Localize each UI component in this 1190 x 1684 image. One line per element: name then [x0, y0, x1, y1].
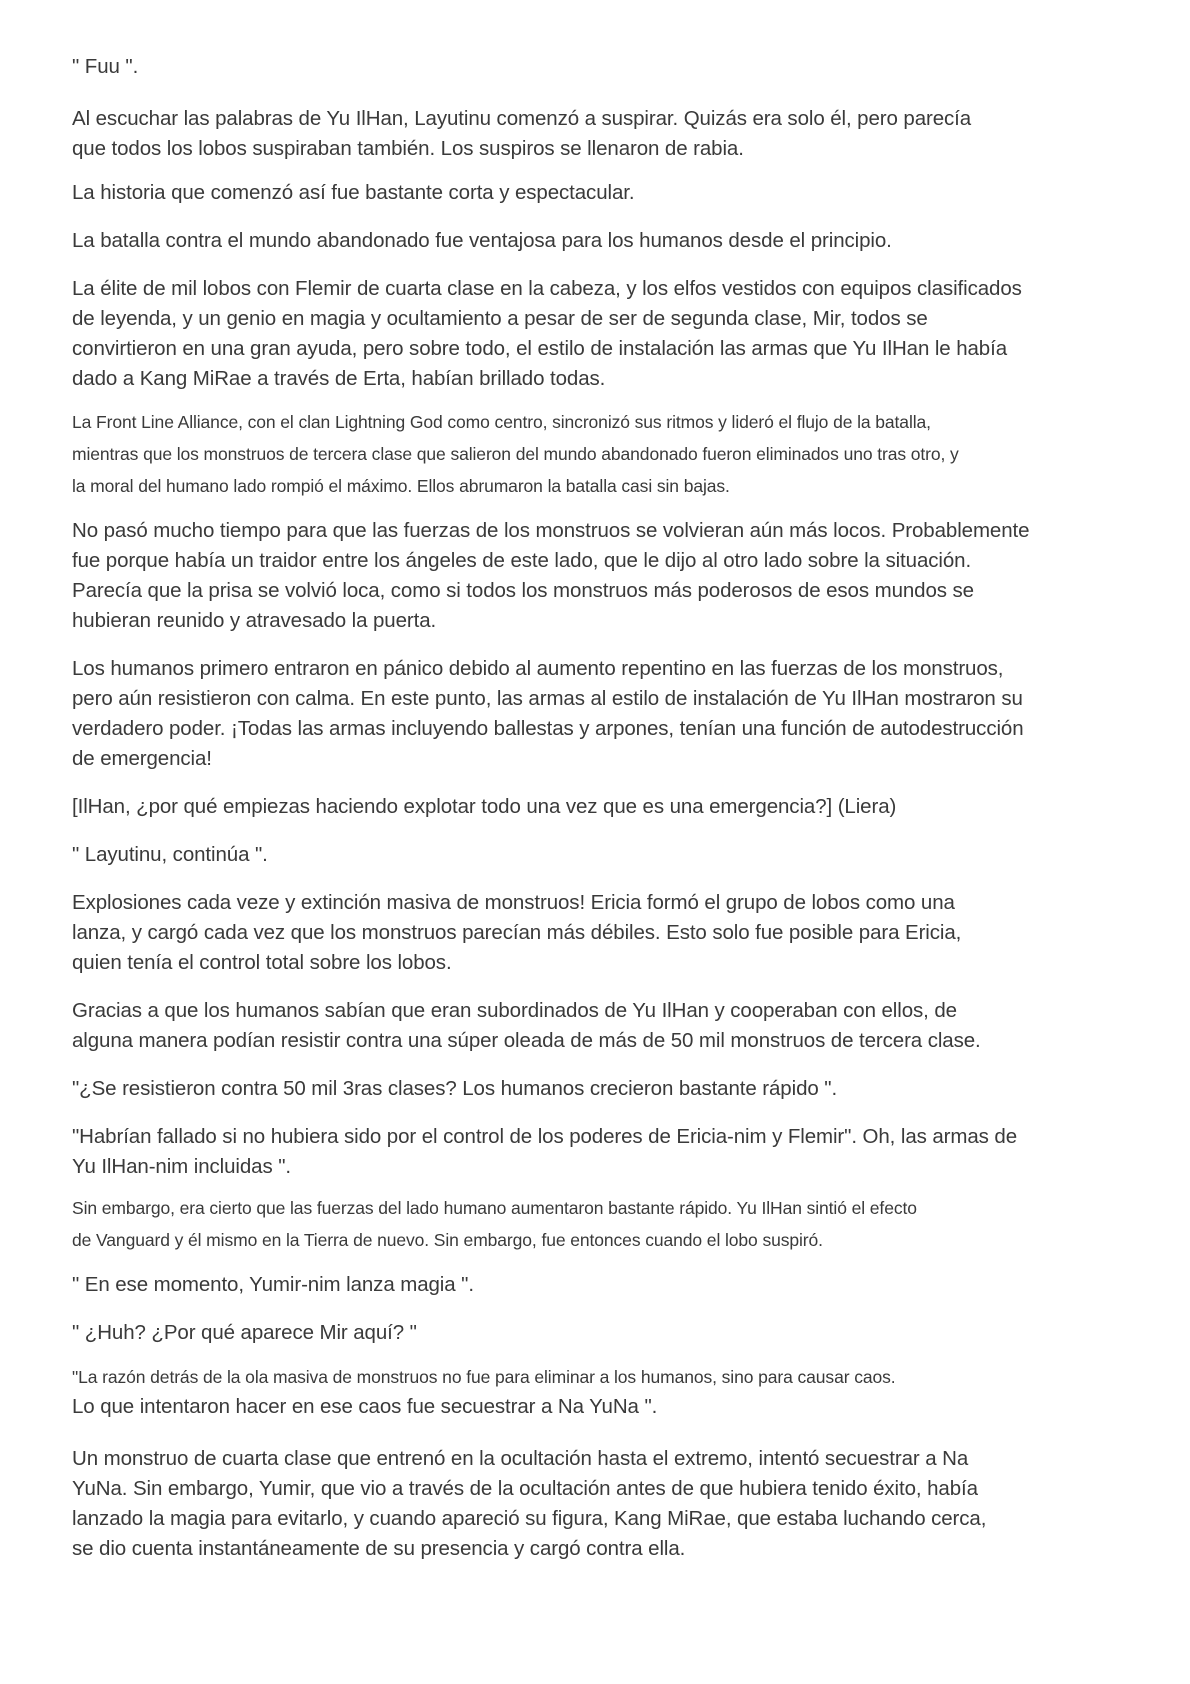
text-line: "La razón detrás de la ola masiva de monstruos no fue para eliminar a los humanos, sino para causar caos. [72, 1367, 896, 1387]
paragraph [72, 1270, 1132, 1300]
text-line: Lo que intentaron hacer en ese caos fue secuestrar a Na YuNa ". [72, 1395, 658, 1418]
text-line: Al escuchar las palabras de Yu IlHan, Layutinu comenzó a suspirar. Quizás era solo él, pero parecía [72, 107, 972, 130]
paragraph [72, 104, 1132, 164]
paragraph [72, 1362, 1132, 1422]
text-line: mientras que los monstruos de tercera clase que salieron del mundo abandonado fueron eliminados uno tras otro, y [72, 444, 959, 464]
text-line: "¿Se resistieron contra 50 mil 3ras clases? Los humanos crecieron bastante rápido ". [72, 1077, 838, 1100]
text-line: se dio cuenta instantáneamente de su presencia y cargó contra ella. [72, 1537, 686, 1560]
text-line: Parecía que la prisa se volvió loca, como si todos los monstruos más poderosos de esos mundos se [72, 579, 974, 602]
text-line: pero aún resistieron con calma. En este punto, las armas al estilo de instalación de Yu IlHan mostraron su [72, 687, 1023, 710]
text-line: " ¿Huh? ¿Por qué aparece Mir aquí? " [72, 1321, 417, 1344]
text-line: Sin embargo, era cierto que las fuerzas del lado humano aumentaron bastante rápido. Yu IlHan sintió el efecto [72, 1198, 917, 1218]
paragraph [72, 52, 1132, 82]
paragraph [72, 1444, 1132, 1564]
paragraph [72, 1074, 1132, 1104]
text-line: " Fuu ". [72, 55, 139, 78]
text-line: alguna manera podían resistir contra una súper oleada de más de 50 mil monstruos de tercera clase. [72, 1029, 981, 1052]
text-line: convirtieron en una gran ayuda, pero sobre todo, el estilo de instalación las armas que Yu IlHan le había [72, 337, 1008, 360]
paragraph [72, 226, 1132, 256]
text-line: [IlHan, ¿por qué empiezas haciendo explotar todo una vez que es una emergencia?] (Liera) [72, 795, 897, 818]
paragraph [72, 274, 1132, 394]
paragraph [72, 840, 1132, 870]
paragraph [72, 516, 1132, 636]
text-line: Yu IlHan-nim incluidas ". [72, 1155, 291, 1178]
paragraph [72, 792, 1132, 822]
text-line: " En ese momento, Yumir-nim lanza magia ". [72, 1273, 474, 1296]
text-line: hubieran reunido y atravesado la puerta. [72, 609, 437, 632]
text-line: Un monstruo de cuarta clase que entrenó en la ocultación hasta el extremo, intentó secuestrar a Na [72, 1447, 969, 1470]
text-line: La élite de mil lobos con Flemir de cuarta clase en la cabeza, y los elfos vestidos con equipos clasificados [72, 277, 1022, 300]
paragraph [72, 654, 1132, 774]
paragraph [72, 1122, 1132, 1182]
paragraph [72, 888, 1132, 978]
text-line: la moral del humano lado rompió el máximo. Ellos abrumaron la batalla casi sin bajas. [72, 476, 730, 496]
text-line: "Habrían fallado si no hubiera sido por el control de los poderes de Ericia-nim y Flemir". Oh, las armas de [72, 1125, 1018, 1148]
text-line: lanza, y cargó cada vez que los monstruos parecían más débiles. Esto solo fue posible para Ericia, [72, 921, 962, 944]
paragraph [72, 178, 1132, 208]
text-line: dado a Kang MiRae a través de Erta, habían brillado todas. [72, 367, 606, 390]
text-line: Explosiones cada veze y extinción masiva de monstruos! Ericia formó el grupo de lobos como una [72, 891, 955, 914]
text-line: de leyenda, y un genio en magia y ocultamiento a pesar de ser de segunda clase, Mir, todos se [72, 307, 928, 330]
text-line: fue porque había un traidor entre los ángeles de este lado, que le dijo al otro lado sobre la situación. [72, 549, 972, 572]
text-line: No pasó mucho tiempo para que las fuerzas de los monstruos se volvieran aún más locos. Probablemente [72, 519, 1030, 542]
text-line: quien tenía el control total sobre los lobos. [72, 951, 452, 974]
paragraph [72, 1318, 1132, 1348]
text-line: La Front Line Alliance, con el clan Lightning God como centro, sincronizó sus ritmos y lideró el flujo de la batalla, [72, 412, 931, 432]
text-line: lanzado la magia para evitarlo, y cuando apareció su figura, Kang MiRae, que estaba luchando cerca, [72, 1507, 987, 1530]
text-line: YuNa. Sin embargo, Yumir, que vio a través de la ocultación antes de que hubiera tenido éxito, había [72, 1477, 978, 1500]
text-line: verdadero poder. ¡Todas las armas incluyendo ballestas y arpones, tenían una función de autodestrucción [72, 717, 1024, 740]
text-line: La batalla contra el mundo abandonado fue ventajosa para los humanos desde el principio. [72, 229, 892, 252]
text-line: Gracias a que los humanos sabían que eran subordinados de Yu IlHan y cooperaban con ellos, de [72, 999, 957, 1022]
paragraph [72, 1192, 1132, 1256]
text-line: La historia que comenzó así fue bastante corta y espectacular. [72, 181, 635, 204]
text-line: de Vanguard y él mismo en la Tierra de nuevo. Sin embargo, fue entonces cuando el lobo suspiró. [72, 1230, 823, 1250]
document-page [72, 52, 1132, 1564]
paragraph [72, 406, 1132, 502]
text-line: que todos los lobos suspiraban también. Los suspiros se llenaron de rabia. [72, 137, 744, 160]
text-line: de emergencia! [72, 747, 212, 770]
text-line: " Layutinu, continúa ". [72, 843, 268, 866]
text-line: Los humanos primero entraron en pánico debido al aumento repentino en las fuerzas de los monstruos, [72, 657, 1004, 680]
paragraph [72, 996, 1132, 1056]
